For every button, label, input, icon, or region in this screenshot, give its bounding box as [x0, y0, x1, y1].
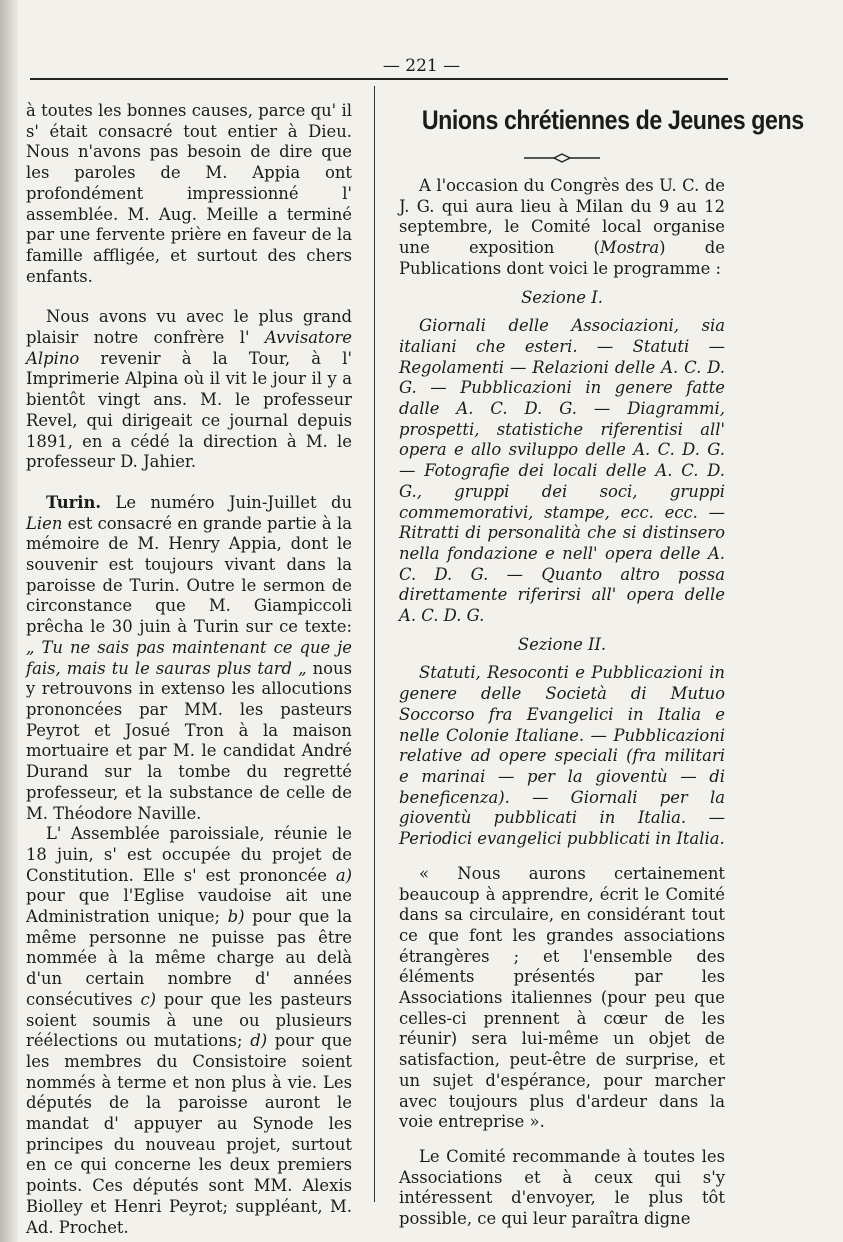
right-column — [399, 100, 804, 1230]
section-heading-1: Sezione I. — [521, 287, 603, 307]
paragraph-appia-tribute: à toutes les bonnes causes, parce qu' il s' était consacré tout entier à Dieu. Nous n'avons pas besoin de dire que les paroles de M. Appia ont profondément impressionné l' assemblée. M. Aug. Meille a terminé par une fervente prière en faveur de la famille affligée, et surtout des chers enfants. — [26, 101, 352, 286]
mostra-term: Mostra — [599, 238, 660, 258]
ornament-divider — [399, 148, 725, 168]
paragraph-recommendation: Le Comité recommande à toutes les Associations et à ceux qui s'y intéressent d'envoyer, le plus tôt possible, ce qui leur paraîtra digne — [399, 1146, 725, 1229]
text: Nous avons vu avec le plus grand plaisir notre confrère l' — [26, 307, 352, 348]
quoted-text: „ Tu ne sais pas maintenant ce que je fais, mais tu le sauras plus tard „ — [26, 637, 352, 678]
paragraph-assemblee — [26, 824, 352, 1238]
paragraph-intro — [399, 176, 725, 280]
text: L' Assemblée paroissiale, réunie le 18 juin, s' est occupée du projet de Constitution. Elle s' est prononcée — [26, 824, 352, 885]
article-title: Unions chrétiennes de Jeunes gens — [421, 105, 804, 135]
section-heading-2: Sezione II. — [517, 634, 607, 654]
text: pour que l'Eglise vaudoise ait une Administration unique; — [26, 886, 352, 927]
text: nous y retrouvons in extenso les allocutions prononcées par MM. les pasteurs Peyrot et Josué Tron à la maison mortuaire et par M. le candidat André Durand sur la tombe du regretté professeur, et la substance de celle de M. Théodore Naville. — [26, 658, 352, 823]
left-column — [26, 101, 352, 1238]
text: pour que la même personne ne puisse pas être nommée à la même charge au delà d'un certain nombre d' années consécutives — [26, 907, 352, 1009]
section-lead-turin: Turin. — [46, 492, 102, 512]
journal-name: Lien — [26, 513, 63, 533]
list-marker: a) — [335, 865, 352, 885]
section-2-text: Statuti, Resoconti e Pubblicazioni in genere delle Società di Mutuo Soccorso fra Evangelici in Italia e nelle Colonie Italiane. — Pubblicazioni relative ad opere speciali (fra militari e marinai — per la gioventù — di beneficenza). — Giornali per la gioventù pubblicati in Italia. — Periodici evangelici pubblicati in Italia. — [399, 663, 725, 849]
text: ) de Publications dont voici le programme : — [399, 238, 725, 278]
text: A l'occasion du Congrès des U. C. de J. G. qui aura lieu à Milan du 9 au 12 septembre, le Comité local organise une exposition ( — [399, 176, 725, 258]
page-number: — 221 — — [382, 56, 461, 76]
text: pour que les membres du Consistoire soient nommés à terme et non plus à vie. Les députés de la paroisse auront le mandat d' appuyer au Synode les principes du nouveau projet, surtout en ce qui concerne les deux premiers points. Ces députés sont MM. Alexis Biolley et Henri Peyrot; suppléant, M. Ad. Prochet. — [26, 1031, 352, 1237]
section-1-text: Giornali delle Associazioni, sia italiani che esteri. — Statuti — Regolamenti — Relazioni delle A. C. D. G. — Pubblicazioni in genere fatte dalle A. C. D. G. — Diagrammi, prospetti, statistiche riferentisi all' opera e allo sviluppo delle A. C. D. G. — Fotografie dei locali delle A. C. D. G., gruppi dei soci, gruppi commemorativi, stampe, ecc. ecc. — Ritratti di personalità che si distinsero nella fondazione e nell' opera delle A. C. D. G. — Quanto altro possa direttamente riferirsi all' opera delle A. C. D. G. — [399, 316, 725, 626]
paragraph-turin — [26, 493, 352, 824]
text: est consacré en grande partie à la mémoire de M. Henry Appia, dont le souvenir est toujours vivant dans la paroisse de Turin. Outre le sermon de circonstance que M. Giampiccoli prêcha le 30 juin à Turin sur ce texte: — [26, 513, 352, 637]
text: Le numéro Juin-Juillet du — [101, 492, 352, 512]
text: revenir à la Tour, à l' Imprimerie Alpina où il vit le jour il y a bientôt vingt ans. M. le professeur Revel, qui dirigeait ce journal depuis 1891, en a cédé la direction à M. le professeur D. Jahier. — [26, 348, 352, 472]
list-marker: d) — [250, 1031, 268, 1051]
paragraph-circular-quote: « Nous aurons certainement beaucoup à apprendre, écrit le Comité dans sa circulaire, en considérant tout ce que font les grandes associations étrangères ; et l'ensemble des éléments présentés par les Associations italiennes (pour peu que celles-ci prennent à cœur de les réunir) sera lui-même un objet de satisfaction, peut-être de surprise, et un sujet d'espérance, pour marcher avec toujours plus d'ardeur dans la voie entreprise ». — [399, 863, 725, 1132]
page-edge-shadow — [0, 0, 18, 1242]
newspaper-name: Avvisatore Alpino — [26, 328, 352, 368]
list-marker: b) — [227, 907, 245, 927]
text: pour que les pasteurs soient soumis à une ou plusieurs réélections ou mutations; — [26, 989, 352, 1051]
paragraph-avvisatore — [26, 307, 352, 473]
column-divider — [374, 86, 375, 1202]
list-marker: c) — [140, 989, 157, 1009]
ornament-icon — [522, 148, 602, 168]
header-rule — [30, 78, 728, 80]
